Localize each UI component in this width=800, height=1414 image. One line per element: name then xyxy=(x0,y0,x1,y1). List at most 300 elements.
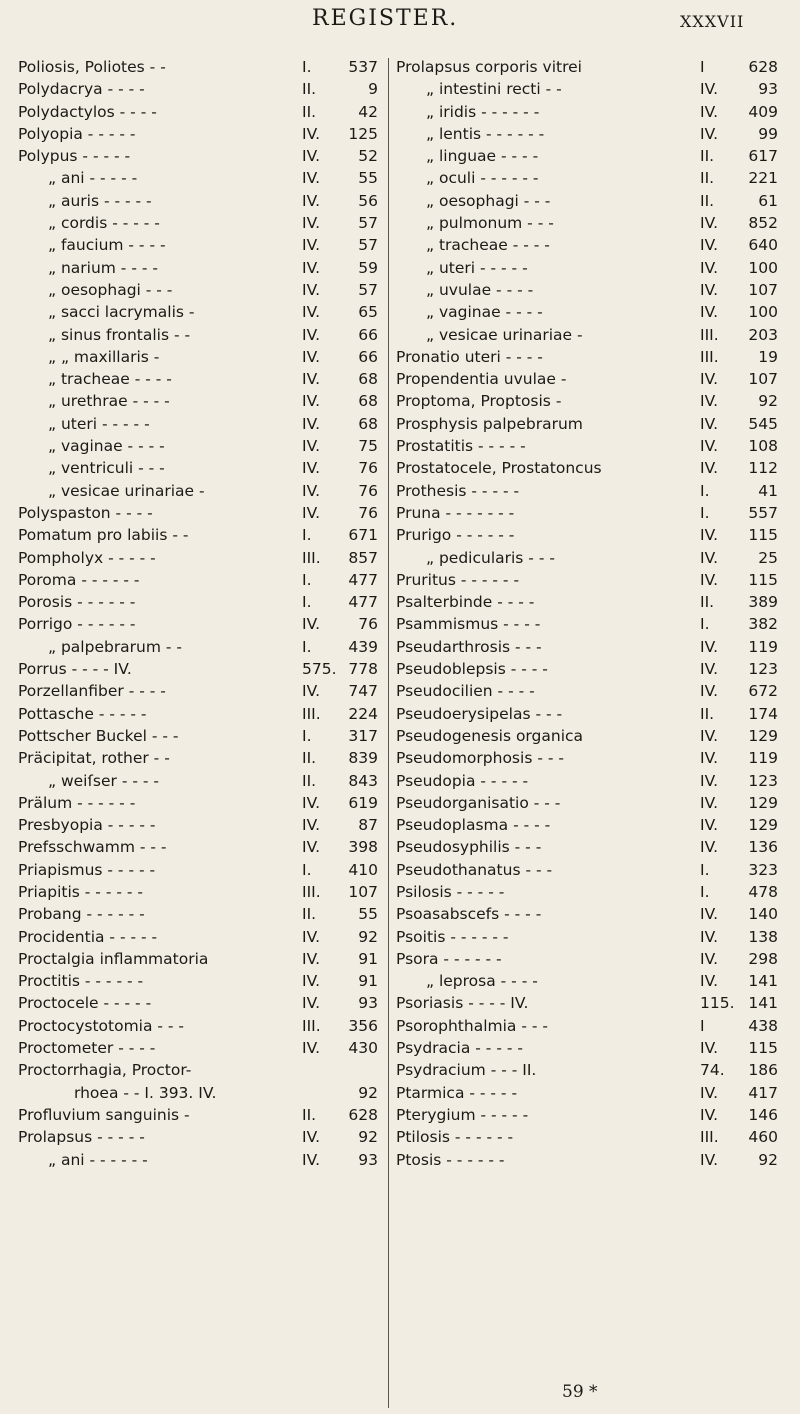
entry-term: „ iridis - - - - - - xyxy=(426,102,540,121)
index-entry xyxy=(396,1104,778,1126)
entry-term: Psilosis - - - - - xyxy=(396,882,505,901)
index-entry xyxy=(18,480,378,502)
entry-volume: III. xyxy=(700,347,719,366)
entry-term: „ urethrae - - - - xyxy=(48,392,170,411)
index-entry xyxy=(18,948,378,970)
entry-term: Proctometer - - - - xyxy=(18,1039,156,1058)
entry-page: 136 xyxy=(748,838,778,857)
index-entry xyxy=(396,658,778,680)
index-entry xyxy=(18,658,378,680)
index-entry xyxy=(18,836,378,858)
index-entry xyxy=(396,167,778,189)
index-entry xyxy=(396,301,778,323)
entry-page: 92 xyxy=(758,392,778,411)
entry-page: 93 xyxy=(758,80,778,99)
index-entry xyxy=(18,190,378,212)
index-entry xyxy=(396,190,778,212)
entry-volume: IV. xyxy=(302,1150,321,1169)
entry-page: 75 xyxy=(358,437,378,456)
entry-page: 112 xyxy=(748,459,778,478)
entry-page: 52 xyxy=(358,147,378,166)
entry-volume: IV. xyxy=(700,726,719,745)
entry-term: Pseudogenesis organica xyxy=(396,726,584,745)
entry-term: „ weiſser - - - - xyxy=(48,771,159,790)
entry-volume: IV. xyxy=(302,838,321,857)
entry-term: Porrus - - - - IV. xyxy=(18,660,132,679)
index-entry xyxy=(396,770,778,792)
entry-volume: IV. xyxy=(700,437,719,456)
index-entry xyxy=(18,413,378,435)
index-entry xyxy=(396,814,778,836)
entry-volume: IV. xyxy=(302,147,321,166)
entry-term: „ lentis - - - - - - xyxy=(426,124,545,143)
entry-term: „ narium - - - - xyxy=(48,258,158,277)
entry-term: Psammismus - - - - xyxy=(396,615,541,634)
index-entry xyxy=(18,257,378,279)
entry-volume: IV. xyxy=(700,280,719,299)
entry-term: Pomatum pro labiis - - xyxy=(18,526,189,545)
index-entry xyxy=(396,145,778,167)
entry-volume: IV. xyxy=(700,1150,719,1169)
index-entry xyxy=(396,992,778,1014)
index-entry xyxy=(396,613,778,635)
entry-term: Propendentia uvulae - xyxy=(396,370,567,389)
index-entry xyxy=(396,346,778,368)
index-entry xyxy=(18,346,378,368)
entry-volume: IV. xyxy=(700,838,719,857)
entry-page: 59 xyxy=(358,258,378,277)
entry-term: Prostatocele, Prostatoncus xyxy=(396,459,602,478)
index-entry xyxy=(396,123,778,145)
index-entry xyxy=(18,301,378,323)
entry-term: Pterygium - - - - - xyxy=(396,1105,529,1124)
entry-volume: IV. xyxy=(302,169,321,188)
index-entry xyxy=(396,368,778,390)
entry-page: 224 xyxy=(348,704,378,723)
entry-volume: IV. xyxy=(302,214,321,233)
entry-volume: III. xyxy=(302,1016,321,1035)
entry-volume: IV. xyxy=(700,370,719,389)
index-entry xyxy=(396,390,778,412)
entry-page: 119 xyxy=(748,749,778,768)
index-entry xyxy=(18,212,378,234)
entry-page: 747 xyxy=(348,682,378,701)
entry-page: 619 xyxy=(348,793,378,812)
index-entry xyxy=(18,279,378,301)
index-entry xyxy=(396,1082,778,1104)
entry-page: 66 xyxy=(358,325,378,344)
index-entry xyxy=(396,1015,778,1037)
entry-page: 138 xyxy=(748,927,778,946)
entry-term: Ptilosis - - - - - - xyxy=(396,1128,514,1147)
entry-term: Pseudoplasma - - - - xyxy=(396,816,551,835)
index-entry xyxy=(18,1037,378,1059)
entry-term: Psoitis - - - - - - xyxy=(396,927,509,946)
entry-term: Pottscher Buckel - - - xyxy=(18,726,179,745)
column-divider xyxy=(388,58,389,1408)
entry-volume: IV. xyxy=(700,414,719,433)
entry-term: Prurigo - - - - - - xyxy=(396,526,515,545)
entry-term: „ „ maxillaris - xyxy=(48,347,160,366)
entry-term: Prothesis - - - - - xyxy=(396,481,520,500)
entry-term: Pseudothanatus - - - xyxy=(396,860,553,879)
entry-page: 317 xyxy=(348,726,378,745)
entry-term: Prolapsus - - - - - xyxy=(18,1128,145,1147)
entry-volume: IV. xyxy=(700,771,719,790)
index-entry xyxy=(18,1149,378,1171)
entry-term: Proctocystotomia - - - xyxy=(18,1016,185,1035)
entry-volume: IV. xyxy=(302,949,321,968)
index-entry xyxy=(18,1104,378,1126)
index-entry xyxy=(18,368,378,390)
index-entry xyxy=(396,524,778,546)
entry-term: Prosphysis palpebrarum xyxy=(396,414,583,433)
entry-term: „ auris - - - - - xyxy=(48,191,152,210)
index-entry xyxy=(396,502,778,524)
entry-volume: 575. xyxy=(302,660,337,679)
entry-term: Polyspaston - - - - xyxy=(18,503,153,522)
entry-page: 76 xyxy=(358,615,378,634)
entry-page: 9 xyxy=(368,80,378,99)
index-entry xyxy=(18,1082,378,1104)
entry-volume: IV. xyxy=(700,949,719,968)
entry-term: Proptoma, Proptosis - xyxy=(396,392,562,411)
entry-volume: IV. xyxy=(302,615,321,634)
entry-term: „ ani - - - - - - xyxy=(48,1150,148,1169)
entry-page: 410 xyxy=(348,860,378,879)
index-entry xyxy=(18,101,378,123)
entry-page: 430 xyxy=(348,1039,378,1058)
entry-term: Poroma - - - - - - xyxy=(18,570,140,589)
entry-volume: IV. xyxy=(700,905,719,924)
index-entry xyxy=(18,234,378,256)
entry-page: 76 xyxy=(358,481,378,500)
entry-volume: IV. xyxy=(302,280,321,299)
entry-page: 99 xyxy=(758,124,778,143)
entry-page: 41 xyxy=(758,481,778,500)
index-entry xyxy=(396,836,778,858)
index-column-left xyxy=(18,56,378,1171)
entry-volume: 115. xyxy=(700,994,735,1013)
index-entry xyxy=(396,680,778,702)
entry-term: „ pulmonum - - - xyxy=(426,214,554,233)
index-entry xyxy=(18,636,378,658)
entry-term: Psalterbinde - - - - xyxy=(396,593,535,612)
entry-page: 417 xyxy=(748,1083,778,1102)
index-entry xyxy=(18,680,378,702)
entry-page: 119 xyxy=(748,637,778,656)
index-entry xyxy=(396,881,778,903)
entry-volume: I. xyxy=(302,637,312,656)
entry-page: 298 xyxy=(748,949,778,968)
index-entry xyxy=(396,926,778,948)
entry-term: Psoriasis - - - - IV. xyxy=(396,994,529,1013)
entry-page: 477 xyxy=(348,570,378,589)
entry-page: 123 xyxy=(748,660,778,679)
entry-volume: I xyxy=(700,58,705,76)
entry-page: 76 xyxy=(358,459,378,478)
entry-term: Priapitis - - - - - - xyxy=(18,882,143,901)
index-entry xyxy=(396,480,778,502)
entry-volume: IV. xyxy=(700,80,719,99)
index-entry xyxy=(396,78,778,100)
index-entry xyxy=(396,703,778,725)
entry-page: 140 xyxy=(748,905,778,924)
entry-term: „ intestini recti - - xyxy=(426,80,562,99)
entry-volume: I. xyxy=(302,593,312,612)
index-entry xyxy=(18,1059,378,1081)
entry-volume: IV. xyxy=(302,1128,321,1147)
entry-volume: IV. xyxy=(700,258,719,277)
entry-page: 115 xyxy=(748,526,778,545)
index-entry xyxy=(18,725,378,747)
entry-page: 671 xyxy=(348,526,378,545)
entry-page: 66 xyxy=(358,347,378,366)
entry-term: Prälum - - - - - - xyxy=(18,793,136,812)
entry-page: 843 xyxy=(348,771,378,790)
entry-volume: II. xyxy=(700,147,715,166)
entry-term: Pompholyx - - - - - xyxy=(18,548,156,567)
entry-term: Priapismus - - - - - xyxy=(18,860,156,879)
entry-page: 409 xyxy=(748,102,778,121)
entry-page: 115 xyxy=(748,1039,778,1058)
entry-term: Procidentia - - - - - xyxy=(18,927,158,946)
entry-volume: IV. xyxy=(700,570,719,589)
entry-volume: II. xyxy=(302,749,317,768)
entry-volume: IV. xyxy=(302,927,321,946)
running-title: REGISTER. xyxy=(312,6,459,31)
entry-volume: IV. xyxy=(302,793,321,812)
entry-term: „ sinus frontalis - - xyxy=(48,325,191,344)
entry-volume: IV. xyxy=(302,347,321,366)
entry-term: Pseudoblepsis - - - - xyxy=(396,660,548,679)
entry-term: „ oculi - - - - - - xyxy=(426,169,539,188)
entry-volume: II. xyxy=(700,704,715,723)
entry-page: 628 xyxy=(748,58,778,76)
entry-page: 93 xyxy=(358,1150,378,1169)
index-entry xyxy=(396,212,778,234)
page-number-roman: XXXVII xyxy=(680,12,745,31)
signature-mark: 59 * xyxy=(562,1382,598,1402)
entry-volume: IV. xyxy=(302,325,321,344)
entry-term: „ oesophagi - - - xyxy=(426,191,551,210)
entry-volume: IV. xyxy=(302,236,321,255)
entry-page: 439 xyxy=(348,637,378,656)
entry-term: Presbyopia - - - - - xyxy=(18,816,156,835)
entry-volume: I. xyxy=(700,503,710,522)
index-entry xyxy=(396,234,778,256)
entry-term: Polydacrya - - - - xyxy=(18,80,145,99)
entry-page: 68 xyxy=(358,370,378,389)
entry-page: 389 xyxy=(748,593,778,612)
entry-page: 141 xyxy=(748,972,778,991)
index-entry xyxy=(396,56,778,78)
entry-term: Profluvium sanguinis - xyxy=(18,1105,190,1124)
entry-volume: II. xyxy=(302,80,317,99)
entry-term: „ sacci lacrymalis - xyxy=(48,303,195,322)
entry-volume: I. xyxy=(700,615,710,634)
entry-volume: IV. xyxy=(302,392,321,411)
entry-page: 382 xyxy=(748,615,778,634)
entry-page: 107 xyxy=(748,370,778,389)
entry-volume: IV. xyxy=(700,1083,719,1102)
entry-page: 57 xyxy=(358,280,378,299)
index-entry xyxy=(396,591,778,613)
index-entry xyxy=(18,992,378,1014)
entry-page: 617 xyxy=(748,147,778,166)
entry-term: Psorophthalmia - - - xyxy=(396,1016,548,1035)
entry-term: „ faucium - - - - xyxy=(48,236,166,255)
entry-page: 477 xyxy=(348,593,378,612)
entry-volume: IV. xyxy=(700,303,719,322)
entry-volume: IV. xyxy=(700,749,719,768)
index-entry xyxy=(396,1149,778,1171)
entry-page: 55 xyxy=(358,905,378,924)
entry-volume: III. xyxy=(302,548,321,567)
entry-page: 42 xyxy=(358,102,378,121)
index-entry xyxy=(396,1126,778,1148)
entry-volume: IV. xyxy=(302,437,321,456)
entry-page: 92 xyxy=(758,1150,778,1169)
entry-term: Pseudoerysipelas - - - xyxy=(396,704,563,723)
entry-page: 141 xyxy=(748,994,778,1013)
entry-page: 852 xyxy=(748,214,778,233)
index-entry xyxy=(18,926,378,948)
page-header xyxy=(0,0,800,50)
entry-term: „ ani - - - - - xyxy=(48,169,138,188)
entry-volume: IV. xyxy=(302,303,321,322)
entry-volume: II. xyxy=(700,191,715,210)
entry-page: 174 xyxy=(748,704,778,723)
entry-page: 129 xyxy=(748,793,778,812)
entry-page: 438 xyxy=(748,1016,778,1035)
entry-page: 57 xyxy=(358,214,378,233)
entry-term: „ pedicularis - - - xyxy=(426,548,555,567)
entry-term: „ uteri - - - - - xyxy=(426,258,528,277)
entry-page: 108 xyxy=(748,437,778,456)
entry-volume: IV. xyxy=(302,972,321,991)
entry-volume: IV. xyxy=(700,236,719,255)
entry-volume: I. xyxy=(302,58,312,76)
entry-term: „ cordis - - - - - xyxy=(48,214,160,233)
entry-term: „ linguae - - - - xyxy=(426,147,539,166)
entry-term: Psoasabscefs - - - - xyxy=(396,905,542,924)
entry-term: Psydracium - - - II. xyxy=(396,1061,537,1080)
index-entry xyxy=(396,970,778,992)
index-entry xyxy=(396,435,778,457)
entry-page: 537 xyxy=(348,58,378,76)
entry-volume: II. xyxy=(302,1105,317,1124)
index-entry xyxy=(18,167,378,189)
index-entry xyxy=(396,792,778,814)
entry-page: 19 xyxy=(758,347,778,366)
entry-term: Psora - - - - - - xyxy=(396,949,502,968)
entry-term: Proctitis - - - - - - xyxy=(18,972,144,991)
entry-term: Porzellanfiber - - - - xyxy=(18,682,166,701)
entry-term: „ vaginae - - - - xyxy=(426,303,543,322)
entry-term: „ oesophagi - - - xyxy=(48,280,173,299)
entry-page: 92 xyxy=(358,1128,378,1147)
entry-page: 61 xyxy=(758,191,778,210)
entry-page: 115 xyxy=(748,570,778,589)
index-entry xyxy=(18,435,378,457)
index-entry xyxy=(18,524,378,546)
entry-volume: IV. xyxy=(700,214,719,233)
entry-term: Pseudarthrosis - - - xyxy=(396,637,542,656)
index-entry xyxy=(396,1037,778,1059)
entry-volume: IV. xyxy=(700,548,719,567)
index-entry xyxy=(18,1015,378,1037)
entry-page: 91 xyxy=(358,949,378,968)
index-entry xyxy=(18,903,378,925)
index-entry xyxy=(396,725,778,747)
entry-volume: I. xyxy=(700,481,710,500)
entry-term: Ptosis - - - - - - xyxy=(396,1150,505,1169)
entry-term: „ vaginae - - - - xyxy=(48,437,165,456)
entry-volume: IV. xyxy=(700,816,719,835)
index-entry xyxy=(18,591,378,613)
entry-volume: IV. xyxy=(700,637,719,656)
entry-term: Proctocele - - - - - xyxy=(18,994,152,1013)
entry-page: 203 xyxy=(748,325,778,344)
entry-volume: IV. xyxy=(700,927,719,946)
entry-page: 68 xyxy=(358,392,378,411)
entry-term: Polydactylos - - - - xyxy=(18,102,157,121)
index-entry xyxy=(18,56,378,78)
index-entry xyxy=(396,1059,778,1081)
index-entry xyxy=(396,413,778,435)
index-entry xyxy=(396,903,778,925)
index-entry xyxy=(396,859,778,881)
index-entry xyxy=(396,636,778,658)
entry-volume: IV. xyxy=(302,414,321,433)
index-entry xyxy=(18,1126,378,1148)
entry-volume: IV. xyxy=(302,459,321,478)
index-entry xyxy=(18,123,378,145)
entry-page: 25 xyxy=(758,548,778,567)
entry-volume: IV. xyxy=(302,682,321,701)
entry-page: 460 xyxy=(748,1128,778,1147)
entry-page: 65 xyxy=(358,303,378,322)
entry-volume: IV. xyxy=(302,191,321,210)
entry-volume: IV. xyxy=(302,258,321,277)
index-entry xyxy=(396,547,778,569)
entry-term: Prolapsus corporis vitrei xyxy=(396,58,582,76)
index-entry xyxy=(18,747,378,769)
entry-volume: I. xyxy=(700,860,710,879)
entry-page: 100 xyxy=(748,258,778,277)
entry-page: 56 xyxy=(358,191,378,210)
index-entry xyxy=(18,881,378,903)
index-entry xyxy=(18,770,378,792)
entry-volume: II. xyxy=(302,771,317,790)
entry-volume: IV. xyxy=(700,793,719,812)
index-entry xyxy=(18,859,378,881)
entry-volume: III. xyxy=(700,1128,719,1147)
entry-volume: IV. xyxy=(700,459,719,478)
entry-volume: IV. xyxy=(700,1105,719,1124)
index-entry xyxy=(396,324,778,346)
entry-term: „ tracheae - - - - xyxy=(48,370,172,389)
entry-page: 57 xyxy=(358,236,378,255)
entry-volume: IV. xyxy=(700,682,719,701)
entry-volume: II. xyxy=(302,102,317,121)
index-entry xyxy=(18,324,378,346)
entry-term: Psydracia - - - - - xyxy=(396,1039,523,1058)
entry-page: 398 xyxy=(348,838,378,857)
entry-page: 545 xyxy=(748,414,778,433)
entry-term: Pseudosyphilis - - - xyxy=(396,838,542,857)
